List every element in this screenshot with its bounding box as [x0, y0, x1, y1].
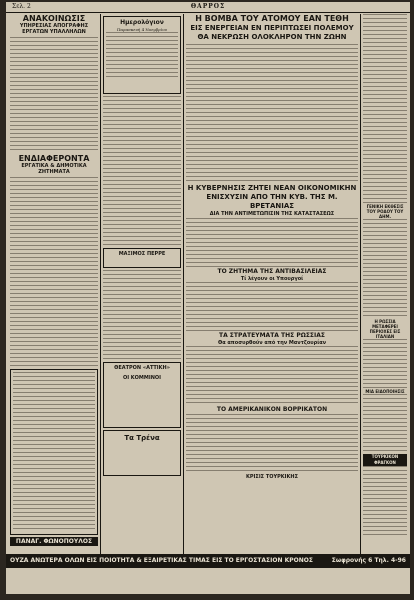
- main-article-2: [186, 218, 358, 268]
- column-rule-1: [100, 14, 101, 554]
- headline-2c: ΔΙΑ ΤΗΝ ΑΝΤΙΜΕΤΩΠΙΣΙΝ ΤΗΣ ΚΑΤΑΣΤΑΣΕΩΣ: [209, 211, 335, 217]
- page-header: [6, 2, 410, 13]
- main-headline: Η ΒΟΜΒΑ ΤΟΥ ΑΤΟΜΟΥ ΕΑΝ ΤΕΘΗ: [195, 14, 349, 23]
- left-column: [10, 14, 98, 554]
- footer-phone: Σωφρονής 6 Τηλ. 4-96: [331, 557, 406, 564]
- right-heading-1b: ΤΟΥ ΡΟΔΟΥ ΤΟΥ ΔΗΜ.: [366, 209, 404, 219]
- right-heading-1: ΓΕΝΙΚΗ ΕΚΘΕΣΙΣ: [366, 204, 404, 209]
- column-rule-2: [183, 14, 184, 554]
- ad-4-title: Τα Τρένα: [124, 434, 160, 442]
- left-article-2: [10, 177, 98, 367]
- newspaper-page: [6, 2, 410, 594]
- footer-ad: [6, 554, 410, 568]
- headline-2b: ΕΝΙΣΧΥΣΙΝ ΑΠΟ ΤΗΝ ΚΥΒ. ΤΗΣ Μ. ΒΡΕΤΑΝΙΑΣ: [206, 193, 338, 210]
- newspaper-name: ΘΑΡΡΟΣ: [190, 3, 226, 10]
- left-heading-2: ΕΝΔΙΑΦΕΡΟΝΤΑ: [18, 154, 90, 163]
- ad-box-3: [103, 430, 181, 476]
- calendar-box: [103, 16, 181, 94]
- middle-article: [103, 96, 181, 246]
- ad-3-title: ΟΙ ΚΟΜΜΙΝΟΙ: [122, 375, 162, 381]
- main-article-4: [186, 346, 358, 406]
- left-subheading-1b: ΕΡΓΑΤΩΝ ΥΠΑΛΛΗΛΩΝ: [22, 29, 86, 35]
- ad-box-2: [103, 362, 181, 428]
- left-ad-title: ΠΑΝΑΓ. ΦΩΝΟΠΟΥΛΟΣ: [10, 537, 98, 546]
- right-heading-4: ΤΟΥΡΚΙΚΟΝ ΦΡΑΓΚΟΝ: [363, 454, 407, 466]
- middle-column: [103, 14, 181, 554]
- main-headline-c: ΘΑ ΝΕΚΡΩΣΗ ΟΛΟΚΛΗΡΟΝ ΤΗΝ ΖΩΗΝ: [197, 33, 347, 41]
- column-rule-3: [360, 14, 361, 554]
- headline-5b: ΚΡΙΣΙΣ ΤΟΥΡΚΙΚΗΣ: [246, 474, 298, 480]
- main-headline-b: ΕΙΣ ΕΝΕΡΓΕΙΑΝ ΕΝ ΠΕΡΙΠΤΩΣΕΙ ΠΟΛΕΜΟΥ: [190, 24, 354, 32]
- right-heading-2: Η ΡΩΣΣΙΑ ΜΕΤΑΦΕΡΕΙ: [372, 319, 398, 329]
- ad-1-title: ΜΑΞΙΜΟΣ ΠΕΡΡΕ: [118, 251, 166, 257]
- main-column: [186, 14, 358, 554]
- ad-2-title: ΘΕΑΤΡΟΝ «ΑΤΤΙΚΗ»: [114, 365, 170, 371]
- headline-3: ΤΟ ΖΗΤΗΜΑ ΤΗΣ ΑΝΤΙΒΑΣΙΛΕΙΑΣ: [217, 268, 327, 275]
- page-number: Σελ. 2: [12, 3, 31, 10]
- main-article-3: [186, 282, 358, 332]
- headline-4b: Θα αποσυρθούν από την Μαντζουρίαν: [217, 340, 327, 346]
- main-article-5: [186, 414, 358, 474]
- calendar-title: Ημερολόγιον: [120, 19, 164, 26]
- right-heading-3: ΜΙΑ ΕΙΔΟΠΟΙΗΣΙΣ: [365, 389, 405, 394]
- ad-box-1: [103, 248, 181, 268]
- left-subheading-2: ΕΡΓΑΤΙΚΑ & ΔΗΜΟΤΙΚΑ ΖΗΤΗΜΑΤΑ: [21, 163, 87, 175]
- headline-3b: Τί λέγουν οι Υπουργοί: [240, 276, 304, 282]
- right-column: [363, 14, 407, 554]
- calendar-subtitle: Παρασκευή 4 Νοεμβρίου: [116, 27, 168, 32]
- left-article-1: [10, 37, 98, 152]
- right-heading-2b: ΠΕΡΙΟΧΕΣ ΕΙΣ ΙΤΑΛΙΑΝ: [369, 329, 401, 339]
- footer-text: ΟΥΖΑ ΑΝΩΤΕΡΑ ΟΛΩΝ ΕΙΣ ΠΟΙΟΤΗΤΑ & ΕΞΑΙΡΕΤΙΚΑΣ ΤΙΜΑΣ ΕΙΣ ΤΟ ΕΡΓΟΣΤΑΣΙΟΝ ΚΡΟΝΟΣ: [10, 557, 313, 564]
- main-article-1: [186, 44, 358, 184]
- headline-4: ΤΑ ΣΤΡΑΤΕΥΜΑΤΑ ΤΗΣ ΡΩΣΣΙΑΣ: [218, 332, 325, 339]
- headline-2: Η ΚΥΒΕΡΝΗΣΙΣ ΖΗΤΕΙ ΝΕΑΝ ΟΙΚΟΝΟΜΙΚΗΝ: [187, 184, 357, 192]
- left-ads-block: [10, 369, 98, 535]
- left-heading-1: ΑΝΑΚΟΙΝΩΣΙΣ: [22, 14, 86, 23]
- left-subheading-1: ΥΠΗΡΕΣΙΑΣ ΑΠΟΓΡΑΦΗΣ: [19, 23, 89, 29]
- headline-5: ΤΟ ΑΜΕΡΙΚΑΝΙΚΟΝ ΒΟΡΡΙΚΑΤΟΝ: [216, 406, 328, 413]
